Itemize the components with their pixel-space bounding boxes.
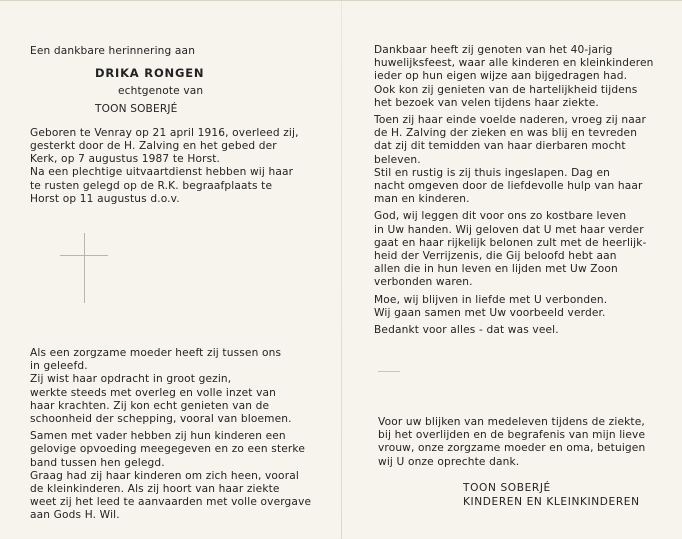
text-line: Bedankt voor alles - dat was veel. (374, 324, 559, 337)
text-line: schoonheid der schepping, vooral van bloemen. (30, 413, 292, 426)
text-line: weet zij het leed te aanvaarden met volle overgave (30, 496, 312, 509)
text-line: Wij gaan samen met Uw voorbeeld verder. (374, 306, 606, 319)
text-line: dat zij dit temidden van haar dierbaren mocht (374, 140, 626, 153)
text-line: Ook kon zij genieten van de hartelijkheid tijdens (374, 83, 638, 96)
bio-line: te rusten gelegd op de R.K. begraafplaats te (30, 179, 273, 192)
thanks-line: wij U onze oprechte dank. (378, 455, 520, 468)
text-line: de H. Zalving der zieken en was blij en tevreden (374, 127, 638, 140)
text-line: aan Gods H. Wil. (30, 509, 120, 522)
text-line: man en kinderen. (374, 193, 470, 206)
intro-text: Een dankbare herinnering aan (30, 45, 196, 57)
signature-name: TOON SOBERJÉ (463, 482, 551, 494)
text-line: in Uw handen. Wij geloven dat U met haar verder (374, 223, 644, 236)
text-line: God, wij leggen dit voor ons zo kostbare leven (374, 210, 627, 223)
card-fold-line (341, 1, 342, 539)
text-line: Samen met vader hebben zij hun kinderen een (30, 430, 286, 443)
text-line: haar krachten. Zij kon echt genieten van de (30, 399, 270, 412)
text-line: Graag had zij haar kinderen om zich heen, vooral (30, 469, 299, 482)
text-line: gelovige opvoeding meegegeven en zo een sterke (30, 443, 305, 456)
cross-icon (60, 233, 108, 303)
text-line: Als een zorgzame moeder heeft zij tussen ons (30, 347, 282, 359)
text-line: verbonden waren. (374, 276, 473, 289)
left-bottom-column (30, 347, 330, 523)
text-line: heid der Verrijzenis, die Gij beloofd hebt aan (374, 250, 617, 263)
right-top-column (374, 44, 664, 337)
text-line: in geleefd. (30, 360, 88, 373)
left-top-column (30, 45, 330, 206)
deceased-name: DRIKA RONGEN (95, 66, 205, 81)
text-line: ieder op hun eigen wijze aan bijgedragen had. (374, 70, 628, 83)
bio-line: gesterkt door de H. Zalving en het gebed der (30, 140, 277, 153)
text-line: band tussen hen gelegd. (30, 456, 165, 469)
text-line: beleven. (374, 153, 421, 166)
thanks-line: bij het overlijden en de begrafenis van mijn lieve (378, 429, 646, 442)
right-bottom-column (378, 416, 668, 469)
text-line: huwelijksfeest, waar alle kinderen en kleinkinderen (374, 57, 654, 70)
text-line: allen die in hun leven en lijden met Uw Zoon (374, 263, 618, 276)
text-line: Stil en rustig is zij thuis ingeslapen. Dag en (374, 166, 610, 179)
text-line: werkte steeds met overleg en volle inzet van (30, 386, 277, 399)
text-line: Dankbaar heeft zij genoten van het 40-jarig (374, 44, 613, 56)
signature-block (463, 481, 640, 509)
text-line: de kleinkinderen. Als zij hoort van haar ziekte (30, 483, 280, 496)
signature-family: KINDEREN EN KLEINKINDEREN (463, 496, 640, 508)
bio-line: Geboren te Venray op 21 april 1916, overleed zij, (30, 126, 299, 139)
text-line: nacht omgeven door de liefdevolle hulp van haar (374, 180, 643, 193)
text-line: Zij wist haar opdracht in groot gezin, (30, 373, 232, 386)
bio-line: Horst op 11 augustus d.o.v. (30, 192, 180, 205)
text-line: het bezoek van velen tijdens haar ziekte. (374, 96, 599, 109)
text-line: Moe, wij blijven in liefde met U verbonden. (374, 293, 608, 306)
spouse-label: echtgenote van (118, 85, 204, 98)
thanks-line: Voor uw blijken van medeleven tijdens de ziekte, (378, 416, 645, 428)
spouse-name: TOON SOBERJÉ (95, 102, 178, 115)
bio-line: Na een plechtige uitvaartdienst hebben wij haar (30, 166, 294, 179)
bio-line: Kerk, op 7 augustus 1987 te Horst. (30, 153, 221, 166)
text-line: Toen zij haar einde voelde naderen, vroeg zij naar (374, 114, 646, 127)
separator-dash (378, 371, 400, 372)
thanks-line: vrouw, onze zorgzame moeder en oma, betuigen (378, 442, 646, 455)
text-line: gaat en haar rijkelijk belonen zult met de heerlijk- (374, 236, 647, 249)
